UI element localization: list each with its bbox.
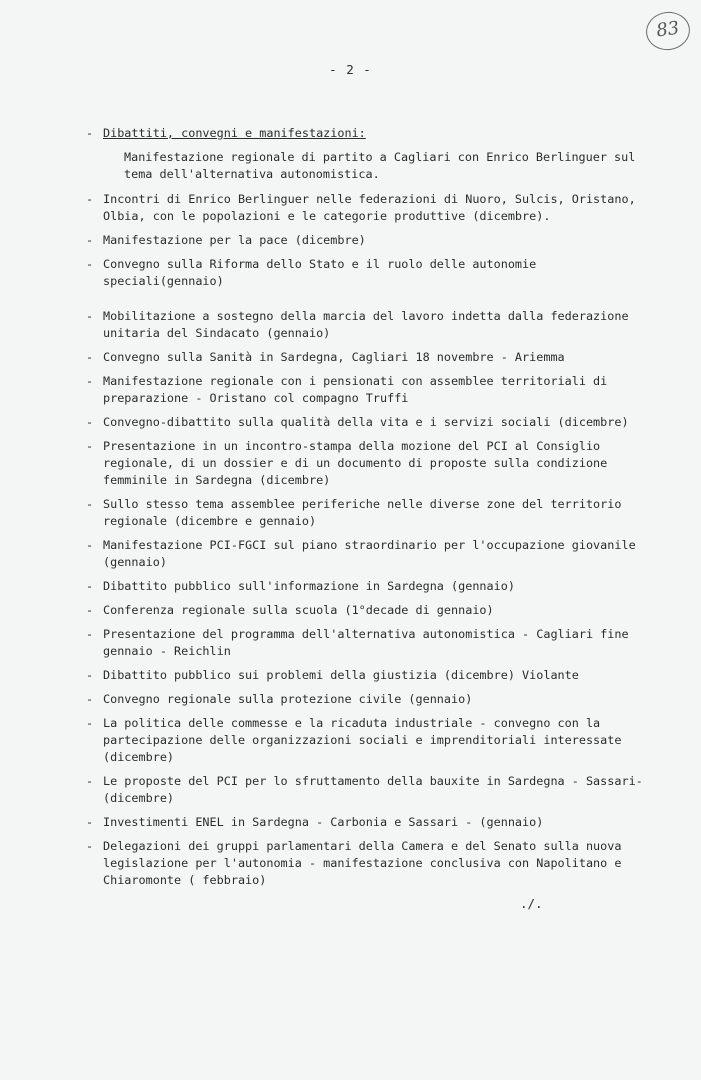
sub-item: Manifestazione regionale di partito a Cagliari con Enrico Berlinguer sul tema dell'alternativa autonomistica. [124,150,636,181]
list-item-text: Presentazione in un incontro-stampa della mozione del PCI al Consiglio regionale, di un dossier e di un documento di proposte sulla condizione femminile in Sardegna (dicembre) [103,439,608,487]
list-item [86,715,646,766]
list-item [86,414,646,431]
list-item [86,626,646,660]
bullet-dash: - [86,579,94,593]
list-group-a [86,191,646,290]
page-stamp: 83 [644,9,693,53]
bullet-dash: - [86,374,94,388]
bullet-dash: - [86,538,94,552]
list-item [86,308,646,342]
list-item [86,838,646,889]
list-item-text: Conferenza regionale sulla scuola (1°decade di gennaio) [103,603,494,617]
list-item-text: Dibattito pubblico sui problemi della giustizia (dicembre) Violante [103,668,579,682]
list-item-text: Delegazioni dei gruppi parlamentari della Camera e del Senato sulla nuova legislazione per l'autonomia - manifestazione conclusiva con Napolitano e Chiaromonte ( febbraio) [103,839,622,887]
list-item-text: Manifestazione PCI-FGCI sul piano straordinario per l'occupazione giovanile (gennaio) [103,538,636,569]
list-item-text: Le proposte del PCI per lo sfruttamento della bauxite in Sardegna - Sassari-(dicembre) [103,774,643,805]
spacer [86,297,646,308]
list-item [86,691,646,708]
bullet-dash: - [86,350,94,364]
list-item [86,496,646,530]
bullet-dash: - [86,309,94,323]
bullet-dash: - [86,126,94,140]
bullet-dash: - [86,497,94,511]
list-item-text: Dibattito pubblico sull'informazione in Sardegna (gennaio) [103,579,515,593]
list-item [86,232,646,249]
list-item-text: Sullo stesso tema assemblee periferiche nelle diverse zone del territorio regionale (dicembre e gennaio) [103,497,622,528]
bullet-dash: - [86,603,94,617]
bullet-dash: - [86,815,94,829]
bullet-dash: - [86,716,94,730]
bullet-dash: - [86,257,94,271]
list-item [86,578,646,595]
bullet-dash: - [86,774,94,788]
list-item [86,773,646,807]
list-item-text: Convegno regionale sulla protezione civile (gennaio) [103,692,473,706]
bullet-dash: - [86,233,94,247]
bullet-dash: - [86,627,94,641]
end-mark: ./. [520,896,543,911]
bullet-dash: - [86,439,94,453]
list-item-text: Investimenti ENEL in Sardegna - Carbonia e Sassari - (gennaio) [103,815,544,829]
bullet-dash: - [86,692,94,706]
list-item-text: Convegno sulla Sanità in Sardegna, Cagliari 18 novembre - Ariemma [103,350,565,364]
bullet-dash: - [86,192,94,206]
list-item [86,373,646,407]
list-item-text: Manifestazione regionale con i pensionati con assemblee territoriali di preparazione - Oristano col compagno Truffi [103,374,608,405]
page-number: - 2 - [329,62,372,77]
list-item-text: Presentazione del programma dell'alternativa autonomistica - Cagliari fine gennaio - Reichlin [103,627,629,658]
list-item [86,256,646,290]
bullet-dash: - [86,668,94,682]
list-item [86,537,646,571]
list-group-b [86,308,646,889]
list-item-text: Convegno-dibattito sulla qualità della vita e i servizi sociali (dicembre) [103,415,629,429]
content-list [86,125,646,896]
list-item [86,438,646,489]
section-heading: Dibattiti, convegni e manifestazioni: [103,126,366,140]
bullet-dash: - [86,415,94,429]
list-item [86,349,646,366]
bullet-dash: - [86,839,94,853]
list-item-heading [86,125,646,142]
list-item-text: Convegno sulla Riforma dello Stato e il ruolo delle autonomie speciali(gennaio) [103,257,537,288]
list-item-text: Incontri di Enrico Berlinguer nelle federazioni di Nuoro, Sulcis, Oristano, Olbia, con le popolazioni e le categorie produttive (dicembre). [103,192,636,223]
list-item-text: Manifestazione per la pace (dicembre) [103,233,366,247]
list-item [86,667,646,684]
list-item-text: Mobilitazione a sostegno della marcia del lavoro indetta dalla federazione unitaria del Sindacato (gennaio) [103,309,629,340]
list-item-text: La politica delle commesse e la ricaduta industriale - convegno con la partecipazione delle organizzazioni sociali e imprenditoriali interessate (dicembre) [103,716,622,764]
list-item [86,602,646,619]
list-item [86,814,646,831]
list-item [86,191,646,225]
